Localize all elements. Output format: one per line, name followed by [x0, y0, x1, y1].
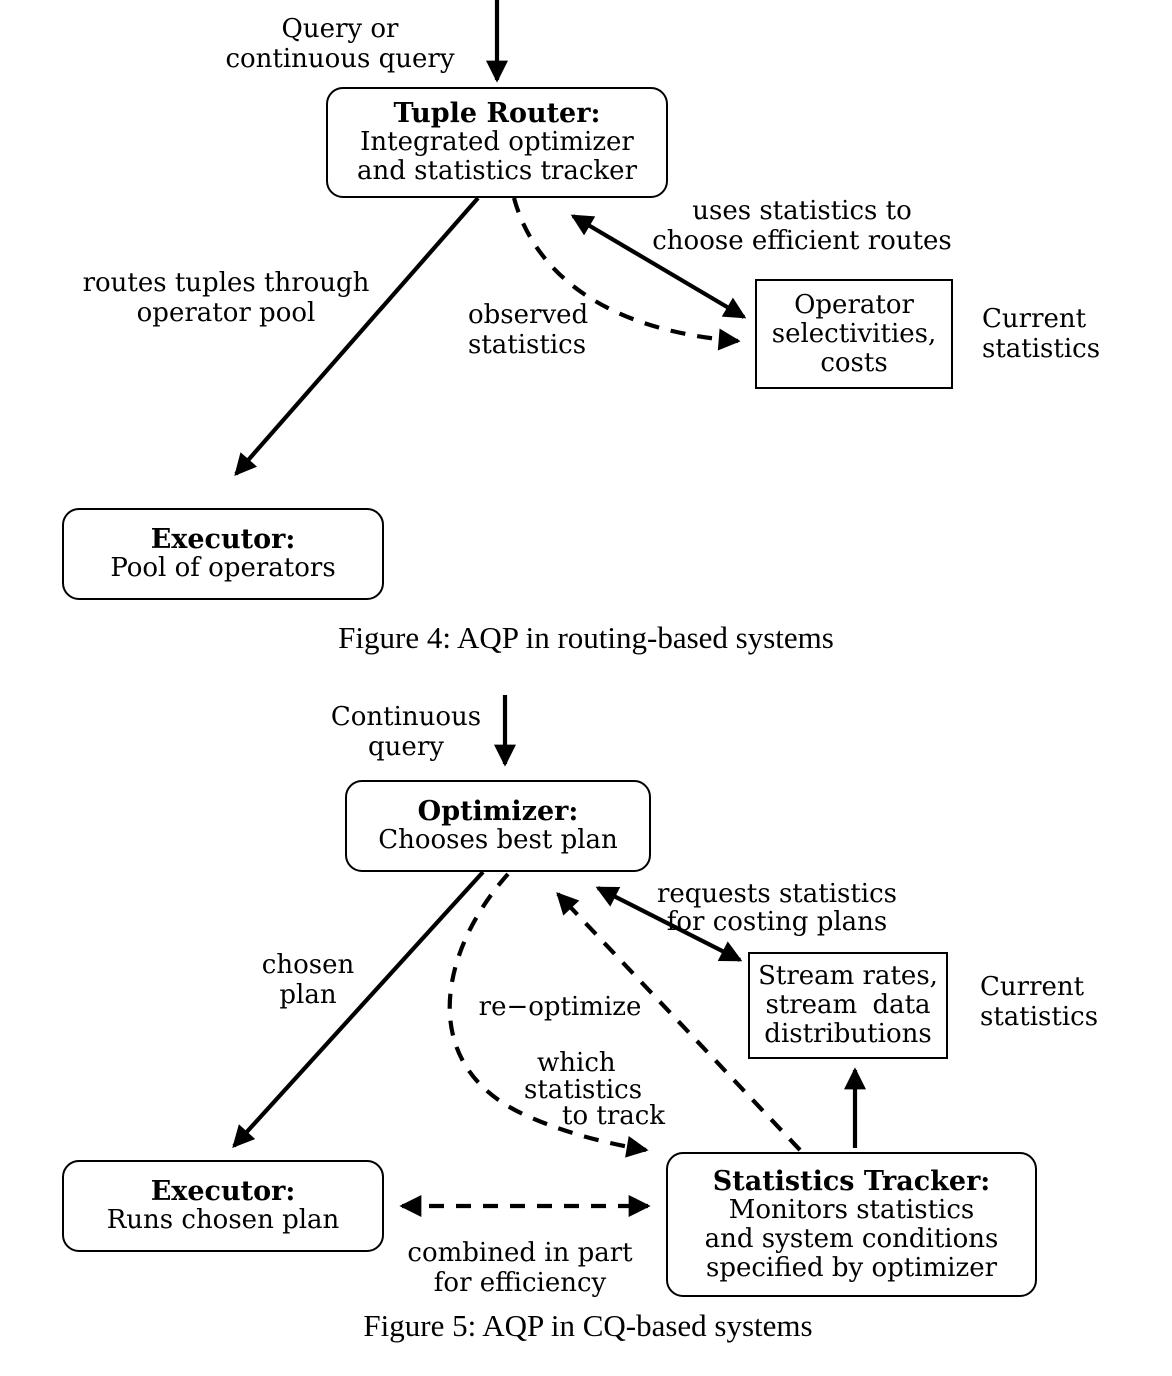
query-input-label	[225, 14, 454, 74]
optimizer-line: Chooses best plan	[378, 825, 618, 855]
tuple-router-box	[326, 87, 668, 198]
operator-box-line: costs	[820, 347, 888, 378]
statistics-tracker-box	[666, 1152, 1037, 1297]
label-line: for efficiency	[433, 1268, 607, 1298]
executor-box-fig4	[62, 508, 384, 600]
label-line: plan	[279, 980, 337, 1010]
label-line: routes tuples through	[82, 268, 370, 298]
label-line: operator pool	[136, 298, 316, 328]
requests-statistics-label	[657, 880, 897, 936]
statistics-tracker-title: Statistics Tracker:	[712, 1165, 991, 1197]
executor-line: Pool of operators	[110, 553, 336, 583]
label-line: Query or	[281, 14, 399, 44]
stream-box-line: distributions	[764, 1019, 932, 1049]
label-line: Continuous	[330, 702, 482, 732]
statistics-tracker-line: and system conditions	[704, 1223, 999, 1254]
label-line: statistics	[980, 1002, 1099, 1032]
executor-title: Executor:	[150, 524, 296, 555]
current-statistics-label-fig5	[980, 972, 1098, 1032]
combined-efficiency-label	[407, 1238, 632, 1298]
label-line: for costing plans	[666, 907, 888, 937]
figure5-caption: Figure 5: AQP in CQ-based systems	[363, 1308, 813, 1343]
figure4-caption: Figure 4: AQP in routing-based systems	[338, 620, 834, 655]
statistics-tracker-line: specified by optimizer	[705, 1252, 998, 1283]
label-line: Current	[980, 972, 1085, 1002]
which-statistics-label-line1: which	[537, 1048, 616, 1078]
chosen-plan-label	[262, 950, 354, 1010]
label-line: observed	[468, 300, 589, 330]
label-line: chosen	[261, 950, 355, 980]
stream-box-line: Stream rates,	[758, 961, 938, 991]
label-line: statistics	[468, 330, 587, 360]
reoptimize-label: re−optimize	[478, 992, 642, 1022]
operator-box-line: Operator	[794, 289, 914, 320]
executor-title: Executor:	[150, 1176, 296, 1207]
label-line: Current	[982, 304, 1087, 334]
tuple-router-line: and statistics tracker	[357, 156, 637, 186]
label-line: combined in part	[407, 1238, 633, 1268]
continuous-query-label	[331, 702, 481, 762]
tuple-router-line: Integrated optimizer	[360, 127, 634, 157]
current-statistics-label-fig4	[982, 304, 1100, 364]
label-line: uses statistics to	[692, 196, 912, 226]
routes-tuples-label	[83, 268, 370, 328]
which-statistics-label-line2: statistics	[524, 1075, 643, 1105]
label-line: statistics	[982, 334, 1101, 364]
optimizer-box	[345, 780, 651, 872]
executor-box-fig5	[62, 1160, 384, 1252]
operator-box-line: selectivities,	[771, 318, 937, 349]
stream-rates-box	[748, 952, 948, 1059]
which-statistics-label-line3: to track	[562, 1101, 666, 1131]
tuple-router-title: Tuple Router:	[393, 98, 601, 129]
statistics-tracker-line: Monitors statistics	[728, 1194, 975, 1225]
optimizer-title: Optimizer:	[417, 796, 579, 827]
arrow-router-to-executor	[236, 198, 478, 474]
label-line: query	[368, 732, 444, 762]
label-line: continuous query	[225, 44, 455, 74]
uses-statistics-label	[652, 196, 952, 256]
label-line: choose efficient routes	[652, 226, 952, 256]
operator-selectivities-box	[755, 279, 953, 389]
label-line: requests statistics	[656, 879, 898, 909]
stream-box-line: stream data	[765, 990, 931, 1020]
observed-statistics-label	[468, 300, 588, 360]
executor-line: Runs chosen plan	[106, 1205, 340, 1235]
